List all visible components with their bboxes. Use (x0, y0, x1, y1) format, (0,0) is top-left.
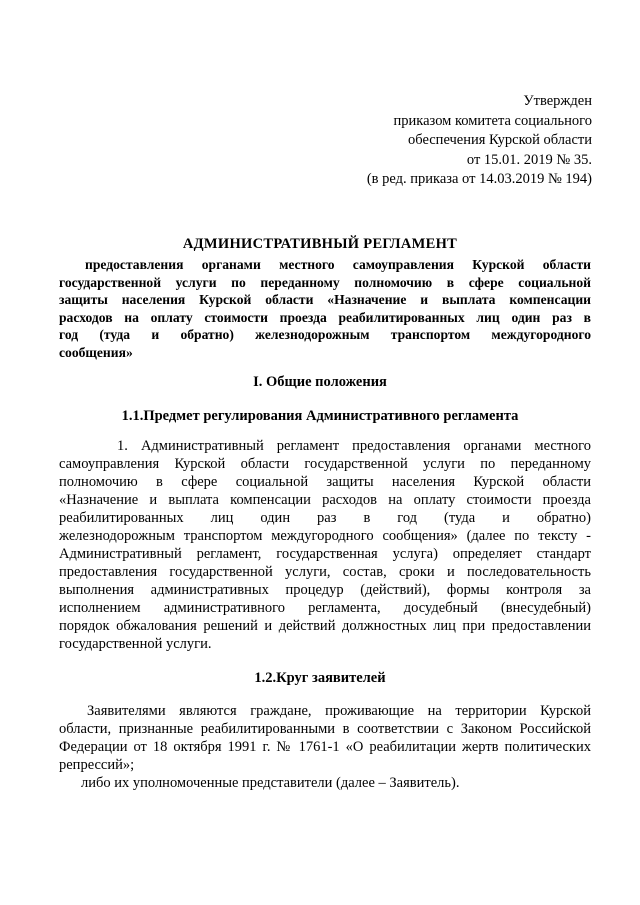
text-line: «Назначение и выплата компенсации расходов на оплату стоимости проезда (59, 492, 591, 508)
subsection-heading: 1.2.Круг заявителей (254, 670, 386, 686)
subsection-heading: 1.1.Предмет регулирования Административного регламента (121, 408, 519, 424)
text-line: полномочию в сфере социальной защиты населения Курской области (59, 474, 591, 490)
text-line: Заявителями являются граждане, проживающие на территории Курской (87, 703, 591, 719)
text-line: области, признанные реабилитированными в соответствии с Законом Российской (59, 721, 591, 737)
text-line: предоставления государственной услуги, состав, сроки и последовательность (59, 564, 591, 580)
subtitle-line: расходов на оплату стоимости проезда реабилитированных лиц один раз в (59, 309, 591, 325)
section-heading: I. Общие положения (253, 374, 387, 390)
document-subtitle (59, 256, 591, 362)
text-line: репрессий»; (59, 757, 135, 773)
text-line: самоуправления Курской области государственной услуги по переданному (59, 456, 591, 472)
text-line: порядок обжалования решений и действий должностных лиц при предоставлении (59, 618, 591, 634)
approval-line: приказом комитета социального (393, 112, 592, 129)
paragraph-applicants (59, 702, 591, 774)
text-line: выполнения административных процедур (действий), формы контроля за (59, 582, 591, 598)
approval-line: Утвержден (523, 93, 592, 109)
approval-line: обеспечения Курской области (408, 132, 592, 148)
text-line: реабилитированных лиц один раз в год (туда и обратно) (59, 510, 591, 526)
subtitle-line: год (туда и обратно) железнодорожным транспортом междугородного (59, 327, 591, 343)
subtitle-line: предоставления органами местного самоуправления Курской области (85, 257, 591, 272)
text-line: Федерации от 18 октября 1991 г. № 1761-1 «О реабилитации жертв политических (59, 739, 591, 755)
subtitle-line: защиты населения Курской области «Назначение и выплата компенсации (59, 292, 591, 308)
paragraph-representatives (59, 774, 591, 792)
approval-line: (в ред. приказа от 14.03.2019 № 194) (366, 171, 592, 187)
text-line: железнодорожным транспортом междугородного сообщения» (далее по тексту - (59, 528, 591, 544)
approval-line: от 15.01. 2019 № 35. (466, 151, 592, 168)
text-line: 1. Административный регламент предоставления органами местного (117, 438, 591, 454)
text-line: исполнением административного регламента, досудебный (внесудебный) (59, 600, 591, 616)
text-line: государственной услуги. (59, 636, 212, 652)
approval-stamp (367, 92, 592, 190)
text-line: либо их уполномоченные представители (далее – Заявитель). (81, 775, 460, 791)
subtitle-line: сообщения» (59, 344, 133, 360)
document-title: АДМИНИСТРАТИВНЫЙ РЕГЛАМЕНТ (182, 236, 458, 252)
paragraph-subject (59, 437, 591, 653)
subtitle-line: государственной услуги по переданному полномочию в сфере социальной (59, 274, 591, 290)
text-line: Административный регламент, государственная услуга) определяет стандарт (59, 546, 591, 562)
